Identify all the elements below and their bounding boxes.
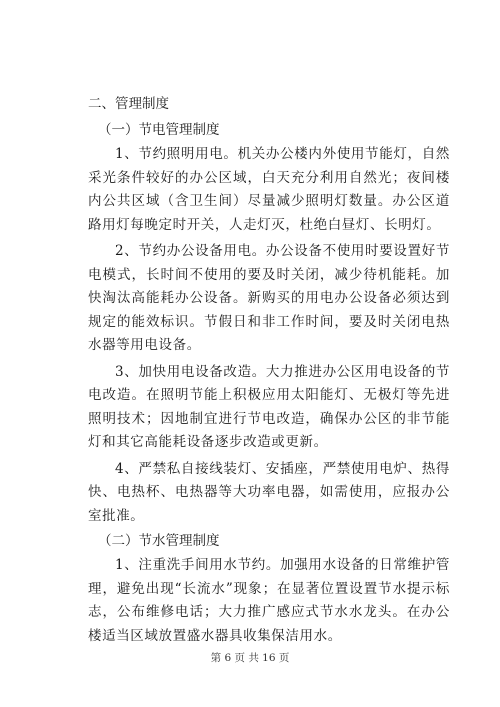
document-body bbox=[88, 91, 450, 648]
subsection-heading-water: （二）节水管理制度 bbox=[98, 533, 220, 549]
paragraph-washroom-water: 1、注重洗手间用水节约。加强用水设备的日常维护管理，避免出现“长流水”现象；在显著位置设置节水提示标志，公布维修电话；大力推广感应式节水水龙头。在办公楼适当区域放置盛水器具收集保洁用水。 bbox=[88, 557, 450, 644]
paragraph-equipment-upgrade: 3、加快用电设备改造。大力推进办公区用电设备的节电改造。在照明节能上积极应用太阳能灯、无极灯等先进照明技术；因地制宜进行节电改造，确保办公区的非节能灯和其它高能耗设备逐步改造或更新。 bbox=[88, 363, 450, 450]
page-footer: 第 6 页 共 16 页 bbox=[210, 652, 290, 664]
section-heading: 二、管理制度 bbox=[88, 96, 169, 112]
subsection-heading-power: （一）节电管理制度 bbox=[98, 122, 220, 138]
paragraph-office-equipment: 2、节约办公设备用电。办公设备不使用时要设置好节电模式，长时间不使用的要及时关闭，减少待机能耗。加快淘汰高能耗办公设备。新购买的用电办公设备必须达到规定的能效标识。节假日和非工作时间，要及时关闭电热水器等用电设备。 bbox=[88, 243, 450, 353]
paragraph-wiring-prohibition: 4、严禁私自接线装灯、安插座，严禁使用电炉、热得快、电热杯、电热器等大功率电器，如需使用，应报办公室批准。 bbox=[88, 460, 450, 524]
paragraph-lighting: 1、节约照明用电。机关办公楼内外使用节能灯，自然采光条件较好的办公区域，白天充分利用自然光；夜间楼内公共区域（含卫生间）尽量减少照明灯数量。办公区道路用灯每晚定时开关，人走灯灭，杜绝白昼灯、长明灯。 bbox=[88, 146, 450, 233]
